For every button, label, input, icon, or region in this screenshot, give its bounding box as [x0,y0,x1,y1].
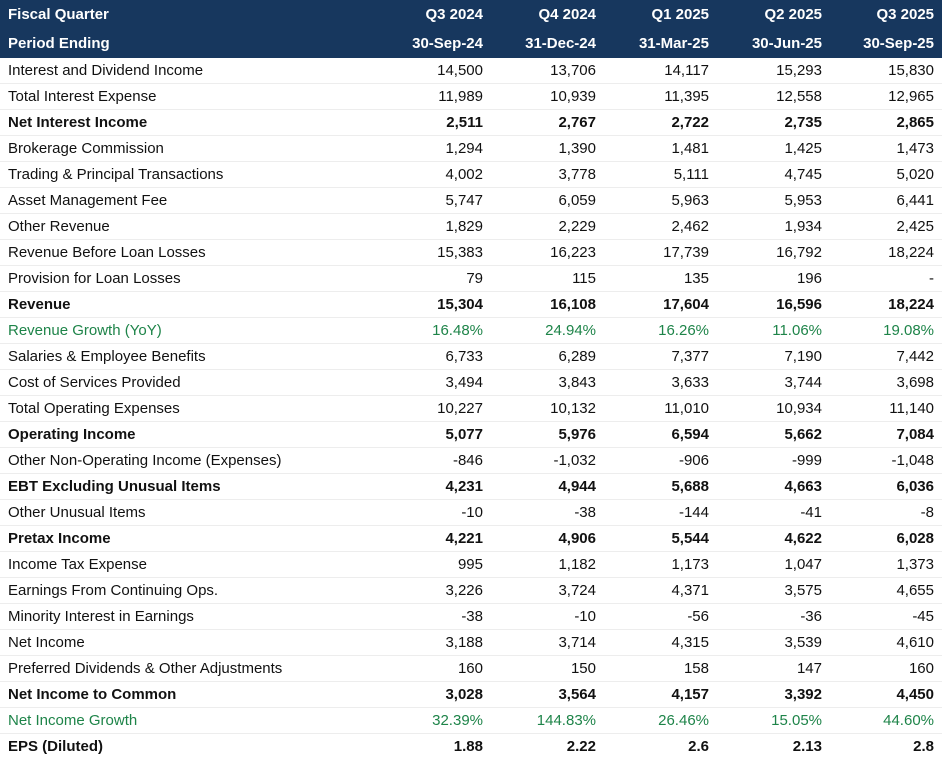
row-label: Revenue Before Loan Losses [0,240,378,266]
cell-value: 3,188 [378,630,491,656]
cell-value: 19.08% [830,318,942,344]
cell-value: 1,182 [491,552,604,578]
cell-value: 1,373 [830,552,942,578]
cell-value: 115 [491,266,604,292]
row-label: Net Income [0,630,378,656]
cell-value: 44.60% [830,708,942,734]
cell-value: 4,157 [604,682,717,708]
header-quarter: Q4 2024 [491,0,604,29]
row-label: Total Interest Expense [0,84,378,110]
cell-value: 3,698 [830,370,942,396]
cell-value: 12,965 [830,84,942,110]
table-row [0,318,942,344]
cell-value: 2,462 [604,214,717,240]
cell-value: 1,829 [378,214,491,240]
cell-value: 5,544 [604,526,717,552]
header-quarter: Q3 2024 [378,0,491,29]
cell-value: 16.26% [604,318,717,344]
cell-value: 3,226 [378,578,491,604]
cell-value: 10,934 [717,396,830,422]
cell-value: 11,010 [604,396,717,422]
cell-value: 196 [717,266,830,292]
header-period-ending: 30-Sep-24 [378,29,491,58]
cell-value: 32.39% [378,708,491,734]
row-label: EBT Excluding Unusual Items [0,474,378,500]
row-label: Other Revenue [0,214,378,240]
cell-value: 3,575 [717,578,830,604]
cell-value: 5,747 [378,188,491,214]
table-row [0,448,942,474]
cell-value: 2.8 [913,738,934,755]
cell-value: -41 [717,500,830,526]
table-row [0,266,942,292]
cell-value: 3,564 [491,682,604,708]
row-label: Income Tax Expense [0,552,378,578]
table-row [0,84,942,110]
row-label: Revenue [0,292,378,318]
row-label: Earnings From Continuing Ops. [0,578,378,604]
row-label: Provision for Loan Losses [0,266,378,292]
cell-value: 3,744 [717,370,830,396]
cell-value: -56 [604,604,717,630]
cell-value: 16,223 [491,240,604,266]
cell-value: 3,843 [491,370,604,396]
table-row [0,526,942,552]
row-label: Brokerage Commission [0,136,378,162]
cell-value: 10,939 [491,84,604,110]
table-row [0,240,942,266]
cell-value: 1,934 [717,214,830,240]
cell-value: 11,989 [378,84,491,110]
cell-value: 2,735 [717,110,830,136]
cell-value: 17,604 [604,292,717,318]
cell-value: 6,733 [378,344,491,370]
cell-value: 4,944 [491,474,604,500]
cell-value: 16,596 [717,292,830,318]
row-label: Cost of Services Provided [0,370,378,396]
row-label: EPS (Diluted) [8,738,104,755]
cell-value: 3,539 [717,630,830,656]
row-label: Total Operating Expenses [0,396,378,422]
cell-value: 6,059 [491,188,604,214]
cell-value: 6,289 [491,344,604,370]
row-label: Pretax Income [0,526,378,552]
cell-value: 14,117 [604,58,717,84]
cell-value: 4,655 [830,578,942,604]
table-row [0,188,942,214]
cell-value: 1.88 [453,738,483,755]
cell-value: 24.94% [491,318,604,344]
cell-value: 4,002 [378,162,491,188]
cell-value: 15,293 [717,58,830,84]
cell-value: 6,028 [830,526,942,552]
header-quarter: Q3 2025 [830,0,942,29]
header-period-ending: 30-Jun-25 [717,29,830,58]
cell-value: -144 [604,500,717,526]
cell-value: 3,724 [491,578,604,604]
cell-value: 11,395 [604,84,717,110]
table-row [0,734,942,760]
cell-value: 3,778 [491,162,604,188]
cell-value: 1,047 [717,552,830,578]
header-period-row [0,29,942,58]
cell-value: -10 [491,604,604,630]
cell-value: 1,481 [604,136,717,162]
cell-value: 5,976 [491,422,604,448]
cell-value: 160 [378,656,491,682]
header-period-ending: 30-Sep-25 [830,29,942,58]
cell-value: 144.83% [491,708,604,734]
cell-value: 7,442 [830,344,942,370]
cell-value: - [830,266,942,292]
cell-value: 1,473 [830,136,942,162]
cell-value: -36 [717,604,830,630]
table-row [0,552,942,578]
cell-value: -1,032 [491,448,604,474]
cell-value: -10 [378,500,491,526]
header-period-ending: 31-Mar-25 [604,29,717,58]
cell-value: 10,227 [378,396,491,422]
cell-value: 7,190 [717,344,830,370]
cell-value: 16,108 [491,292,604,318]
table-row [0,370,942,396]
row-label: Other Unusual Items [0,500,378,526]
cell-value: 158 [604,656,717,682]
row-label: Net Income to Common [0,682,378,708]
header-fiscal-quarter-label: Fiscal Quarter [0,0,378,29]
cell-value: 15,383 [378,240,491,266]
table-row [0,58,942,84]
cell-value: 2,865 [830,110,942,136]
cell-value: 14,500 [378,58,491,84]
cell-value: 4,906 [491,526,604,552]
cell-value: -906 [604,448,717,474]
cell-value: 6,594 [604,422,717,448]
row-label: Net Interest Income [0,110,378,136]
header-period-ending: 31-Dec-24 [491,29,604,58]
row-label: Operating Income [0,422,378,448]
cell-value: -38 [491,500,604,526]
cell-value: -38 [378,604,491,630]
cell-value: 4,622 [717,526,830,552]
cell-value: 79 [378,266,491,292]
row-label: Net Income Growth [0,708,378,734]
table-row [0,136,942,162]
cell-value: 18,224 [830,292,942,318]
table-row [0,656,942,682]
row-label: Minority Interest in Earnings [0,604,378,630]
cell-value: 11.06% [717,318,830,344]
cell-value: -8 [830,500,942,526]
cell-value: 4,221 [378,526,491,552]
header-period-ending-label: Period Ending [0,29,378,58]
table-row [0,292,942,318]
table-row [0,630,942,656]
cell-value: 3,392 [717,682,830,708]
cell-value: 3,633 [604,370,717,396]
table-row [0,604,942,630]
cell-value: 1,294 [378,136,491,162]
cell-value: 147 [717,656,830,682]
cell-value: 5,963 [604,188,717,214]
cell-value: 17,739 [604,240,717,266]
cell-value: 4,610 [830,630,942,656]
cell-value: -999 [717,448,830,474]
cell-value: 995 [378,552,491,578]
table-row [0,214,942,240]
table-row [0,344,942,370]
table-row [0,110,942,136]
table-row [0,500,942,526]
table-row [0,422,942,448]
cell-value: 5,077 [378,422,491,448]
row-label: Other Non-Operating Income (Expenses) [0,448,378,474]
cell-value: 10,132 [491,396,604,422]
cell-value: 135 [604,266,717,292]
cell-value: 4,450 [830,682,942,708]
row-label: Salaries & Employee Benefits [0,344,378,370]
cell-value: 160 [830,656,942,682]
cell-value: -45 [830,604,942,630]
table-row [0,578,942,604]
cell-value: 26.46% [604,708,717,734]
table-row [0,162,942,188]
cell-value: 5,020 [830,162,942,188]
cell-value: 7,084 [830,422,942,448]
cell-value: 5,953 [717,188,830,214]
cell-value: 2,511 [378,110,491,136]
table-header [0,0,942,58]
table-body [0,58,942,759]
row-label: Asset Management Fee [0,188,378,214]
cell-value: 1,425 [717,136,830,162]
cell-value: 2,229 [491,214,604,240]
header-quarter-row [0,0,942,29]
cell-value: 2,767 [491,110,604,136]
row-label: Interest and Dividend Income [0,58,378,84]
cell-value: -1,048 [830,448,942,474]
cell-value: 3,714 [491,630,604,656]
table-row [0,396,942,422]
cell-value: 150 [491,656,604,682]
cell-value: 2,425 [830,214,942,240]
cell-value: 7,377 [604,344,717,370]
cell-value: 5,662 [717,422,830,448]
cell-value: 18,224 [830,240,942,266]
cell-value: 1,390 [491,136,604,162]
header-quarter: Q2 2025 [717,0,830,29]
cell-value: 13,706 [491,58,604,84]
cell-value: 5,688 [604,474,717,500]
row-label: Preferred Dividends & Other Adjustments [0,656,378,682]
cell-value: 2.6 [688,738,709,755]
cell-value: 15,304 [378,292,491,318]
cell-value: 5,111 [604,162,717,188]
row-label: Trading & Principal Transactions [0,162,378,188]
table-row [0,474,942,500]
cell-value: 11,140 [830,396,942,422]
cell-value: 15.05% [717,708,830,734]
cell-value: 12,558 [717,84,830,110]
cell-value: 4,745 [717,162,830,188]
cell-value: 1,173 [604,552,717,578]
cell-value: 4,663 [717,474,830,500]
table-row [0,708,942,734]
cell-value: -846 [378,448,491,474]
header-quarter: Q1 2025 [604,0,717,29]
table-row [0,682,942,708]
cell-value: 16.48% [378,318,491,344]
cell-value: 6,036 [830,474,942,500]
cell-value: 3,028 [378,682,491,708]
cell-value: 3,494 [378,370,491,396]
cell-value: 2.13 [792,738,822,755]
cell-value: 16,792 [717,240,830,266]
cell-value: 6,441 [830,188,942,214]
cell-value: 2,722 [604,110,717,136]
cell-value: 2.22 [566,738,596,755]
cell-value: 4,231 [378,474,491,500]
row-label: Revenue Growth (YoY) [0,318,378,344]
cell-value: 4,371 [604,578,717,604]
cell-value: 4,315 [604,630,717,656]
cell-value: 15,830 [830,58,942,84]
